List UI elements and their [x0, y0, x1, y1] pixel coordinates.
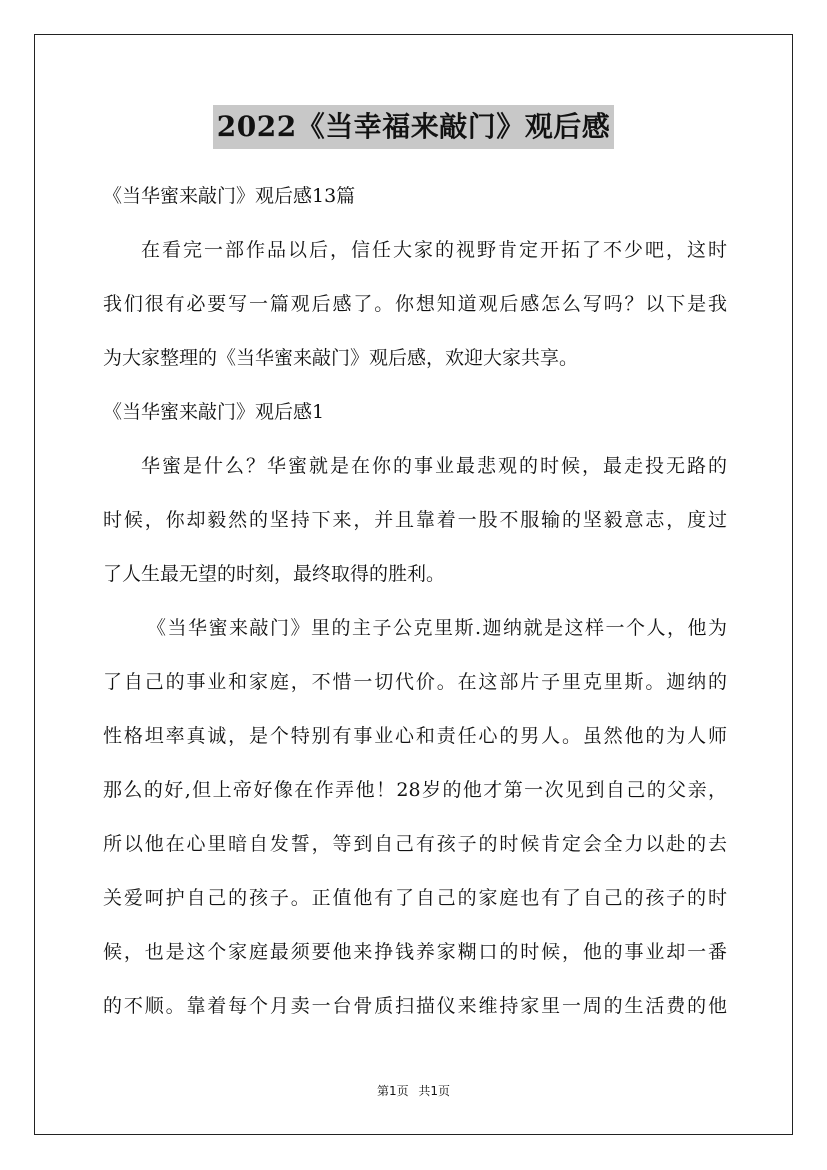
document-page: [34, 34, 793, 1135]
page-footer: [35, 1082, 792, 1099]
paragraph-line: 在看完一部作品以后，信任大家的视野肯定开拓了不少吧，这时: [141, 239, 727, 261]
paragraph-line: 性格坦率真诚，是个特别有事业心和责任心的男人。虽然他的为人师: [103, 725, 727, 747]
paragraph-line: 我们很有必要写一篇观后感了。你想知道观后感怎么写吗？以下是我: [103, 293, 727, 315]
page-total: 共1页: [418, 1084, 451, 1098]
paragraph-line: 了人生最无望的时刻，最终取得的胜利。: [103, 563, 446, 585]
paragraph-line: 所以他在心里暗自发誓，等到自己有孩子的时候肯定会全力以赴的去: [103, 833, 727, 855]
page-number: 第1页: [376, 1084, 409, 1098]
paragraph-line: 那么的好,但上帝好像在作弄他！28岁的他才第一次见到自己的父亲，: [103, 779, 727, 801]
paragraph-line: 华蜜是什么？华蜜就是在你的事业最悲观的时候，最走投无路的: [141, 455, 727, 477]
section-heading: 《当华蜜来敲门》观后感1: [103, 401, 325, 423]
paragraph-line: 的不顺。靠着每个月卖一台骨质扫描仪来维持家里一周的生活费的他: [103, 995, 727, 1017]
paragraph-line: 关爱呵护自己的孩子。正值他有了自己的家庭也有了自己的孩子的时: [103, 887, 727, 909]
paragraph-line: 为大家整理的《当华蜜来敲门》观后感，欢迎大家共享。: [103, 347, 579, 369]
paragraph-line: 《当华蜜来敲门》里的主子公克里斯.迦纳就是这样一个人，他为: [147, 617, 727, 639]
paragraph-line: 候，也是这个家庭最须要他来挣钱养家糊口的时候，他的事业却一番: [103, 941, 727, 963]
subtitle-line: 《当华蜜来敲门》观后感13篇: [103, 185, 356, 207]
paragraph-line: 了自己的事业和家庭，不惜一切代价。在这部片子里克里斯。迦纳的: [103, 671, 727, 693]
document-title: 2022《当幸福来敲门》观后感: [213, 105, 614, 149]
paragraph-line: 时候，你却毅然的坚持下来，并且靠着一股不服输的坚毅意志，度过: [103, 509, 727, 531]
